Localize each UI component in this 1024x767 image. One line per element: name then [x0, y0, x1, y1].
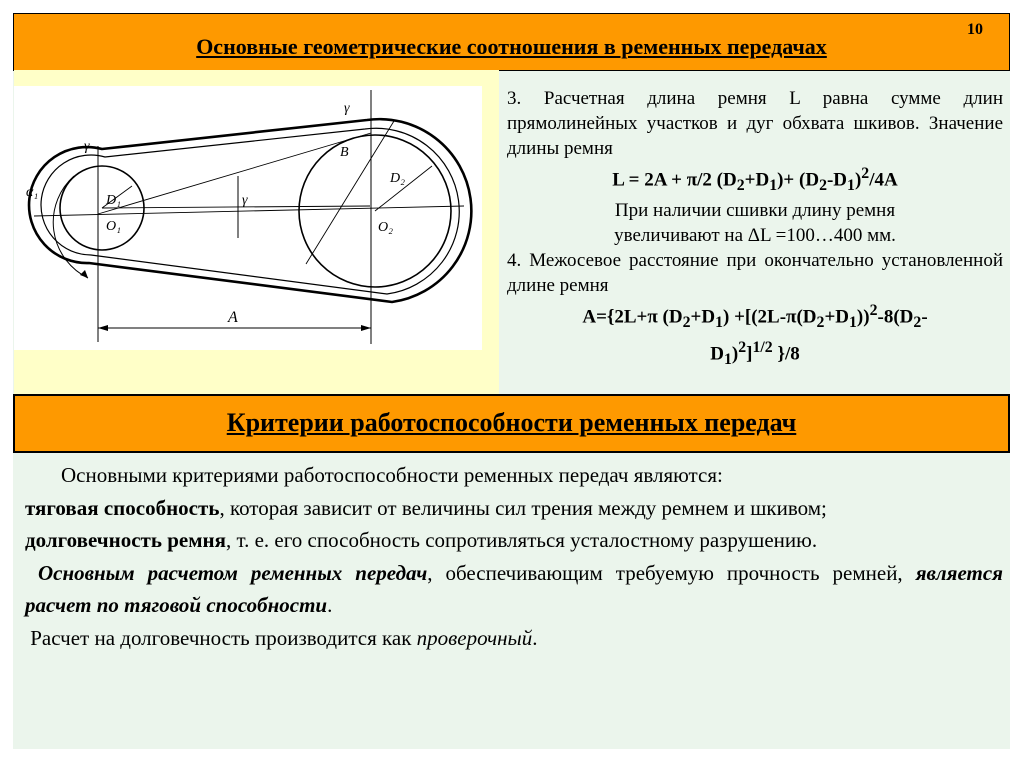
joint-note-line-1: При наличии сшивки длину ремня: [614, 200, 896, 222]
formula-center-distance: A={2L+π $(D_2+D_1) +[(2L-\pi(D_2+D_1))^2-8(D_2-$ $D_1)^2]^{1/2}$ }/8: [582, 302, 928, 369]
criterion-traction: тяговая способность, которая зависит от величины сил трения между ремнем и шкивом;: [25, 495, 827, 520]
alpha1-arrow: [80, 270, 88, 278]
section-title-geometry: Основные геометрические соотношения в ременных передачах: [196, 34, 827, 59]
label-a: A: [228, 309, 238, 326]
section-header-geometry: [13, 13, 1010, 71]
section-title-criteria: Критерии работоспособности ременных передач: [226, 408, 797, 437]
belt-drive-figure: [14, 86, 482, 350]
geometry-text: [507, 86, 1003, 372]
joint-note-line-2: увеличивают на ΔL =100…400 мм.: [614, 225, 896, 247]
label-d2: D₂: [390, 171, 405, 186]
label-o1: O₁: [106, 219, 121, 234]
label-gamma: γ: [344, 101, 350, 116]
item-3-text: 3. Расчетная длина ремня L равна сумме длин прямолинейных участков и дуг обхвата шкивов. Значение длины ремня: [507, 88, 1003, 159]
label-gamma: γ: [242, 193, 248, 208]
section-header-criteria: [13, 394, 1010, 453]
construction-line: [102, 206, 370, 208]
dimension-a-arrow-left: [98, 325, 108, 331]
criteria-text: [25, 459, 1003, 654]
criteria-intro: Основными критериями работоспособности ременных передач являются:: [61, 463, 723, 487]
item-4-text: 4. Межосевое расстояние при окончательно установленной длине ремня: [507, 250, 1003, 297]
label-beta: B: [340, 145, 349, 160]
label-gamma: γ: [84, 139, 90, 154]
label-o2: O₂: [378, 220, 393, 235]
diameter-line: [306, 121, 394, 264]
page-number: 10: [967, 21, 983, 38]
criterion-durability: долговечность ремня, т. е. его способность сопротивляться усталостному разрушению.: [25, 528, 818, 552]
main-calculation-note: Основным расчетом ременных передач, обеспечивающим требуемую прочность ремней, является расчет по тяговой способности.: [25, 560, 1003, 617]
formula-belt-length: L = 2A + π/2 $(D_2+D_1)+ (D_2-D_1)^2/4A$: [612, 165, 898, 195]
check-calculation-note: Расчет на долговечность производится как проверочный.: [30, 625, 538, 650]
label-d1: D₁: [106, 193, 121, 208]
dimension-a-arrow-right: [361, 325, 371, 331]
label-alpha1: α₁: [26, 185, 39, 200]
